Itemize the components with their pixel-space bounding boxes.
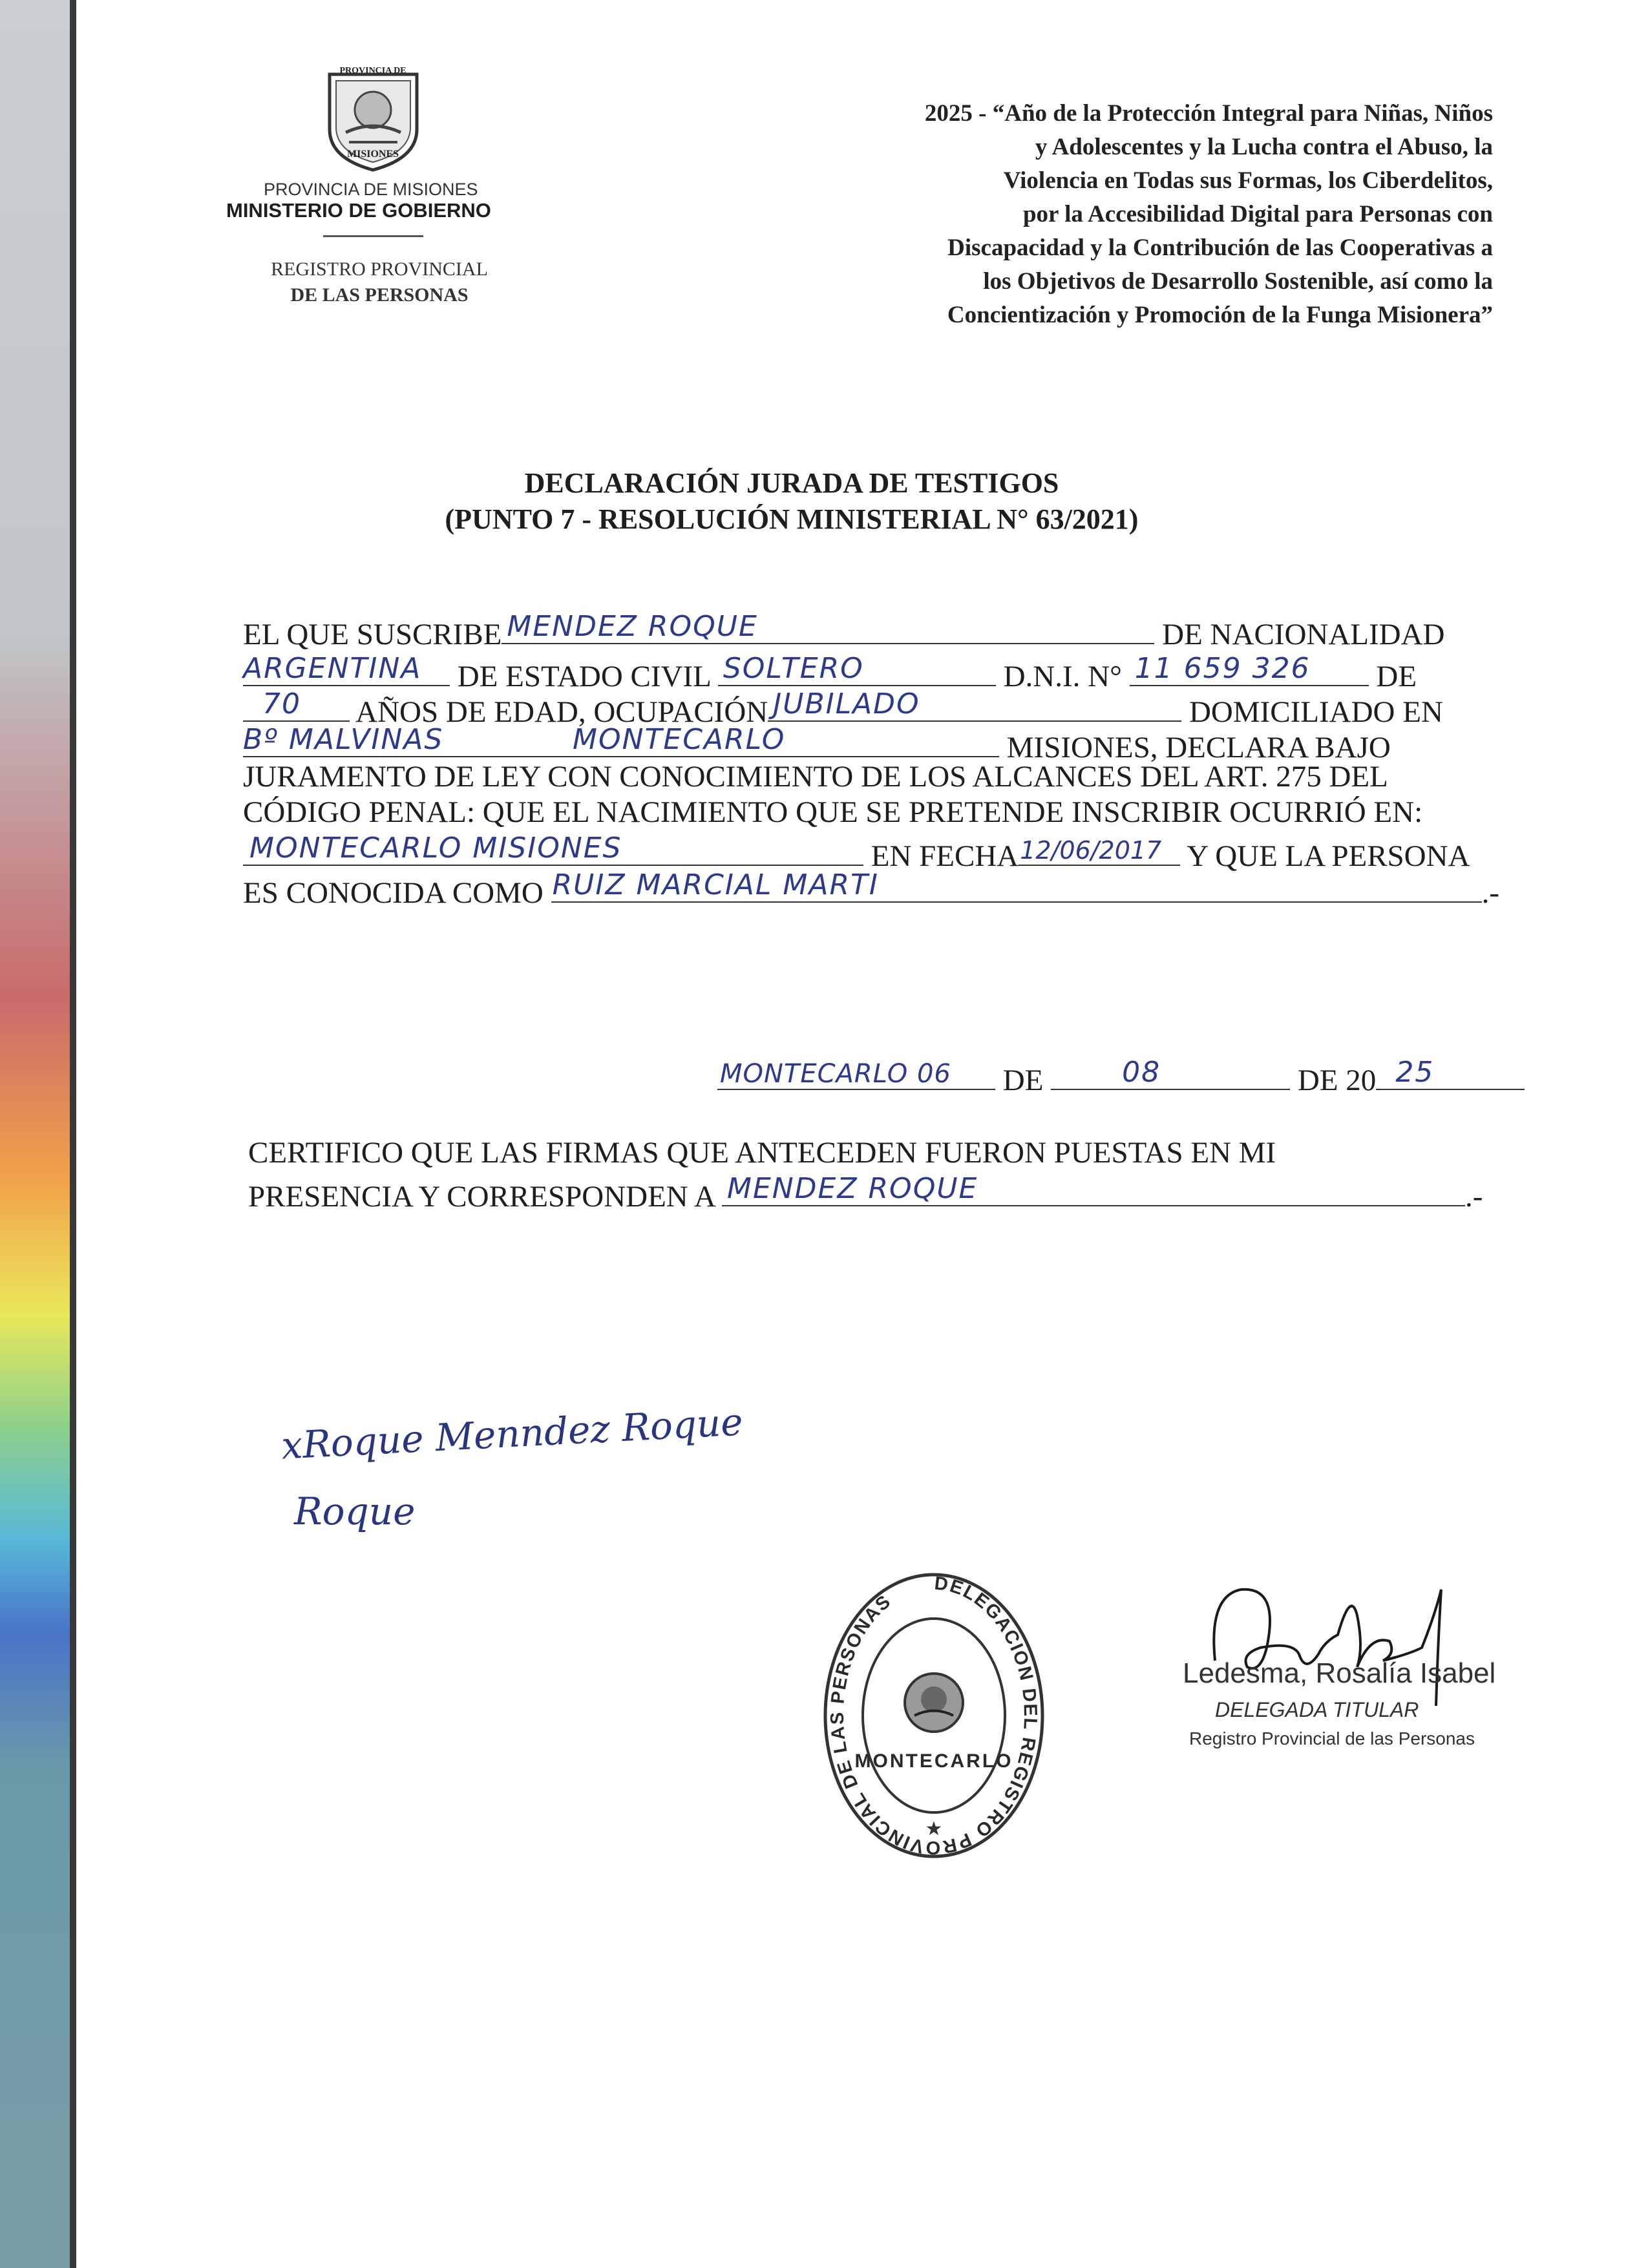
label-dni: D.N.I. N° xyxy=(1003,660,1122,693)
label-de-month: DE xyxy=(1002,1064,1044,1097)
seal-ring-text: DELEGACION DEL REGISTRO PROVINCIAL DE LAS PERSONAS xyxy=(827,1573,1041,1858)
handwritten-nationality: ARGENTINA xyxy=(243,652,422,685)
document-page xyxy=(76,0,1648,2268)
declaration-line-1 xyxy=(243,611,1444,652)
label-domiciliado: DOMICILIADO EN xyxy=(1188,695,1443,729)
motto-line: los Objetivos de Desarrollo Sostenible, así como la xyxy=(983,268,1493,295)
field-year xyxy=(1376,1056,1525,1090)
handwritten-place-day: MONTECARLO 06 xyxy=(720,1059,951,1089)
svg-text:MISIONES: MISIONES xyxy=(346,149,399,160)
label-corresponden: PRESENCIA Y CORRESPONDEN A xyxy=(248,1180,715,1213)
label-de-year: DE 20 xyxy=(1297,1064,1377,1097)
field-occupation xyxy=(768,688,1181,722)
official-name: Ledesma, Rosalía Isabel xyxy=(1183,1657,1496,1689)
declaration-line-6: CÓDIGO PENAL: QUE EL NACIMIENTO QUE SE PRETENDE INSCRIBIR OCURRIÓ EN: xyxy=(243,795,1423,829)
document-subtitle: (PUNTO 7 - RESOLUCIÓN MINISTERIAL N° 63/2021) xyxy=(445,503,1139,535)
field-nationality xyxy=(243,653,450,686)
handwritten-certified-name: MENDEZ ROQUE xyxy=(727,1172,978,1205)
document-title: DECLARACIÓN JURADA DE TESTIGOS xyxy=(524,467,1059,499)
province-crest-icon xyxy=(317,61,430,174)
year-motto xyxy=(692,97,1493,332)
label-nacionalidad: DE NACIONALIDAD xyxy=(1162,618,1445,651)
declaration-line-8 xyxy=(243,869,1499,910)
handwritten-birthplace: MONTECARLO MISIONES xyxy=(249,832,622,865)
ministry-name: MINISTERIO DE GOBIERNO xyxy=(226,199,491,222)
label-conocida: ES CONOCIDA COMO xyxy=(243,876,544,910)
field-known-as xyxy=(551,869,1482,903)
handwritten-known-as: RUIZ MARCIAL MARTI xyxy=(552,868,879,901)
scan-edge xyxy=(0,0,76,2268)
label-de: DE xyxy=(1376,660,1417,693)
field-birth-date xyxy=(1019,832,1180,866)
label-misiones: MISIONES, DECLARA BAJO xyxy=(1006,731,1391,764)
date-line xyxy=(717,1056,1525,1098)
handwritten-address-2: MONTECARLO xyxy=(573,723,786,756)
field-place-day xyxy=(717,1056,995,1090)
field-civil-status xyxy=(718,653,996,686)
province-name: PROVINCIA DE MISIONES xyxy=(264,180,478,199)
svg-text:PROVINCIA DE: PROVINCIA DE xyxy=(339,66,407,76)
declaration-line-7 xyxy=(243,832,1470,874)
registry-line1: REGISTRO PROVINCIAL xyxy=(271,258,488,280)
handwritten-occupation: JUBILADO xyxy=(773,688,920,720)
declaration-line-5: JURAMENTO DE LEY CON CONOCIMIENTO DE LOS ALCANCES DEL ART. 275 DEL xyxy=(243,760,1388,793)
field-certified-name xyxy=(722,1173,1465,1206)
field-address-2 xyxy=(553,724,999,757)
handwritten-birth-date: 12/06/2017 xyxy=(1020,836,1162,865)
handwritten-civil-status: SOLTERO xyxy=(723,652,864,685)
seal-inner-text: MONTECARLO xyxy=(854,1750,1013,1772)
line-terminator: .- xyxy=(1481,876,1499,910)
motto-line: Concientización y Promoción de la Funga Misionera” xyxy=(947,302,1493,328)
field-declarant-name xyxy=(502,611,1154,644)
line-terminator: .- xyxy=(1465,1180,1483,1213)
motto-line: Violencia en Todas sus Formas, los Ciberdelitos, xyxy=(1003,167,1493,194)
official-role: DELEGADA TITULAR xyxy=(1215,1698,1419,1721)
label-suscribe: EL QUE SUSCRIBE xyxy=(243,618,502,651)
handwritten-dni: 11 659 326 xyxy=(1134,652,1311,685)
motto-line: 2025 - “Año de la Protección Integral para Niñas, Niños xyxy=(924,100,1493,127)
seal-star-icon: ★ xyxy=(925,1818,943,1840)
field-birthplace xyxy=(243,832,863,866)
label-edad-ocupacion: AÑOS DE EDAD, OCUPACIÓN xyxy=(355,695,768,729)
seal-crest-icon xyxy=(905,1674,963,1732)
handwritten-address-1: Bº MALVINAS xyxy=(243,723,444,756)
handwritten-month: 08 xyxy=(1122,1056,1161,1089)
registry-line2: DE LAS PERSONAS xyxy=(290,284,469,306)
header-divider xyxy=(323,235,423,237)
field-address-1 xyxy=(243,724,553,757)
label-fecha: EN FECHA xyxy=(871,839,1019,873)
motto-line: por la Accesibilidad Digital para Personas con xyxy=(1022,201,1493,227)
field-month xyxy=(1051,1056,1290,1090)
witness-signature-1: xRoque Menndez Roque xyxy=(280,1400,745,1468)
handwritten-name: MENDEZ ROQUE xyxy=(507,610,758,643)
handwritten-year: 25 xyxy=(1395,1056,1435,1089)
handwritten-age: 70 xyxy=(262,688,301,720)
label-persona: Y QUE LA PERSONA xyxy=(1187,839,1470,873)
registry-seal xyxy=(818,1564,1050,1861)
field-dni xyxy=(1130,653,1369,686)
field-age xyxy=(243,688,350,722)
certify-line-1: CERTIFICO QUE LAS FIRMAS QUE ANTECEDEN FUERON PUESTAS EN MI xyxy=(248,1136,1276,1170)
motto-line: y Adolescentes y la Lucha contra el Abuso, la xyxy=(1035,134,1493,160)
certify-line-2 xyxy=(248,1173,1483,1214)
label-estado-civil: DE ESTADO CIVIL xyxy=(457,660,711,693)
official-office: Registro Provincial de las Personas xyxy=(1189,1728,1475,1748)
motto-line: Discapacidad y la Contribución de las Cooperativas a xyxy=(947,235,1493,261)
witness-signature-2: Roque xyxy=(294,1489,416,1533)
